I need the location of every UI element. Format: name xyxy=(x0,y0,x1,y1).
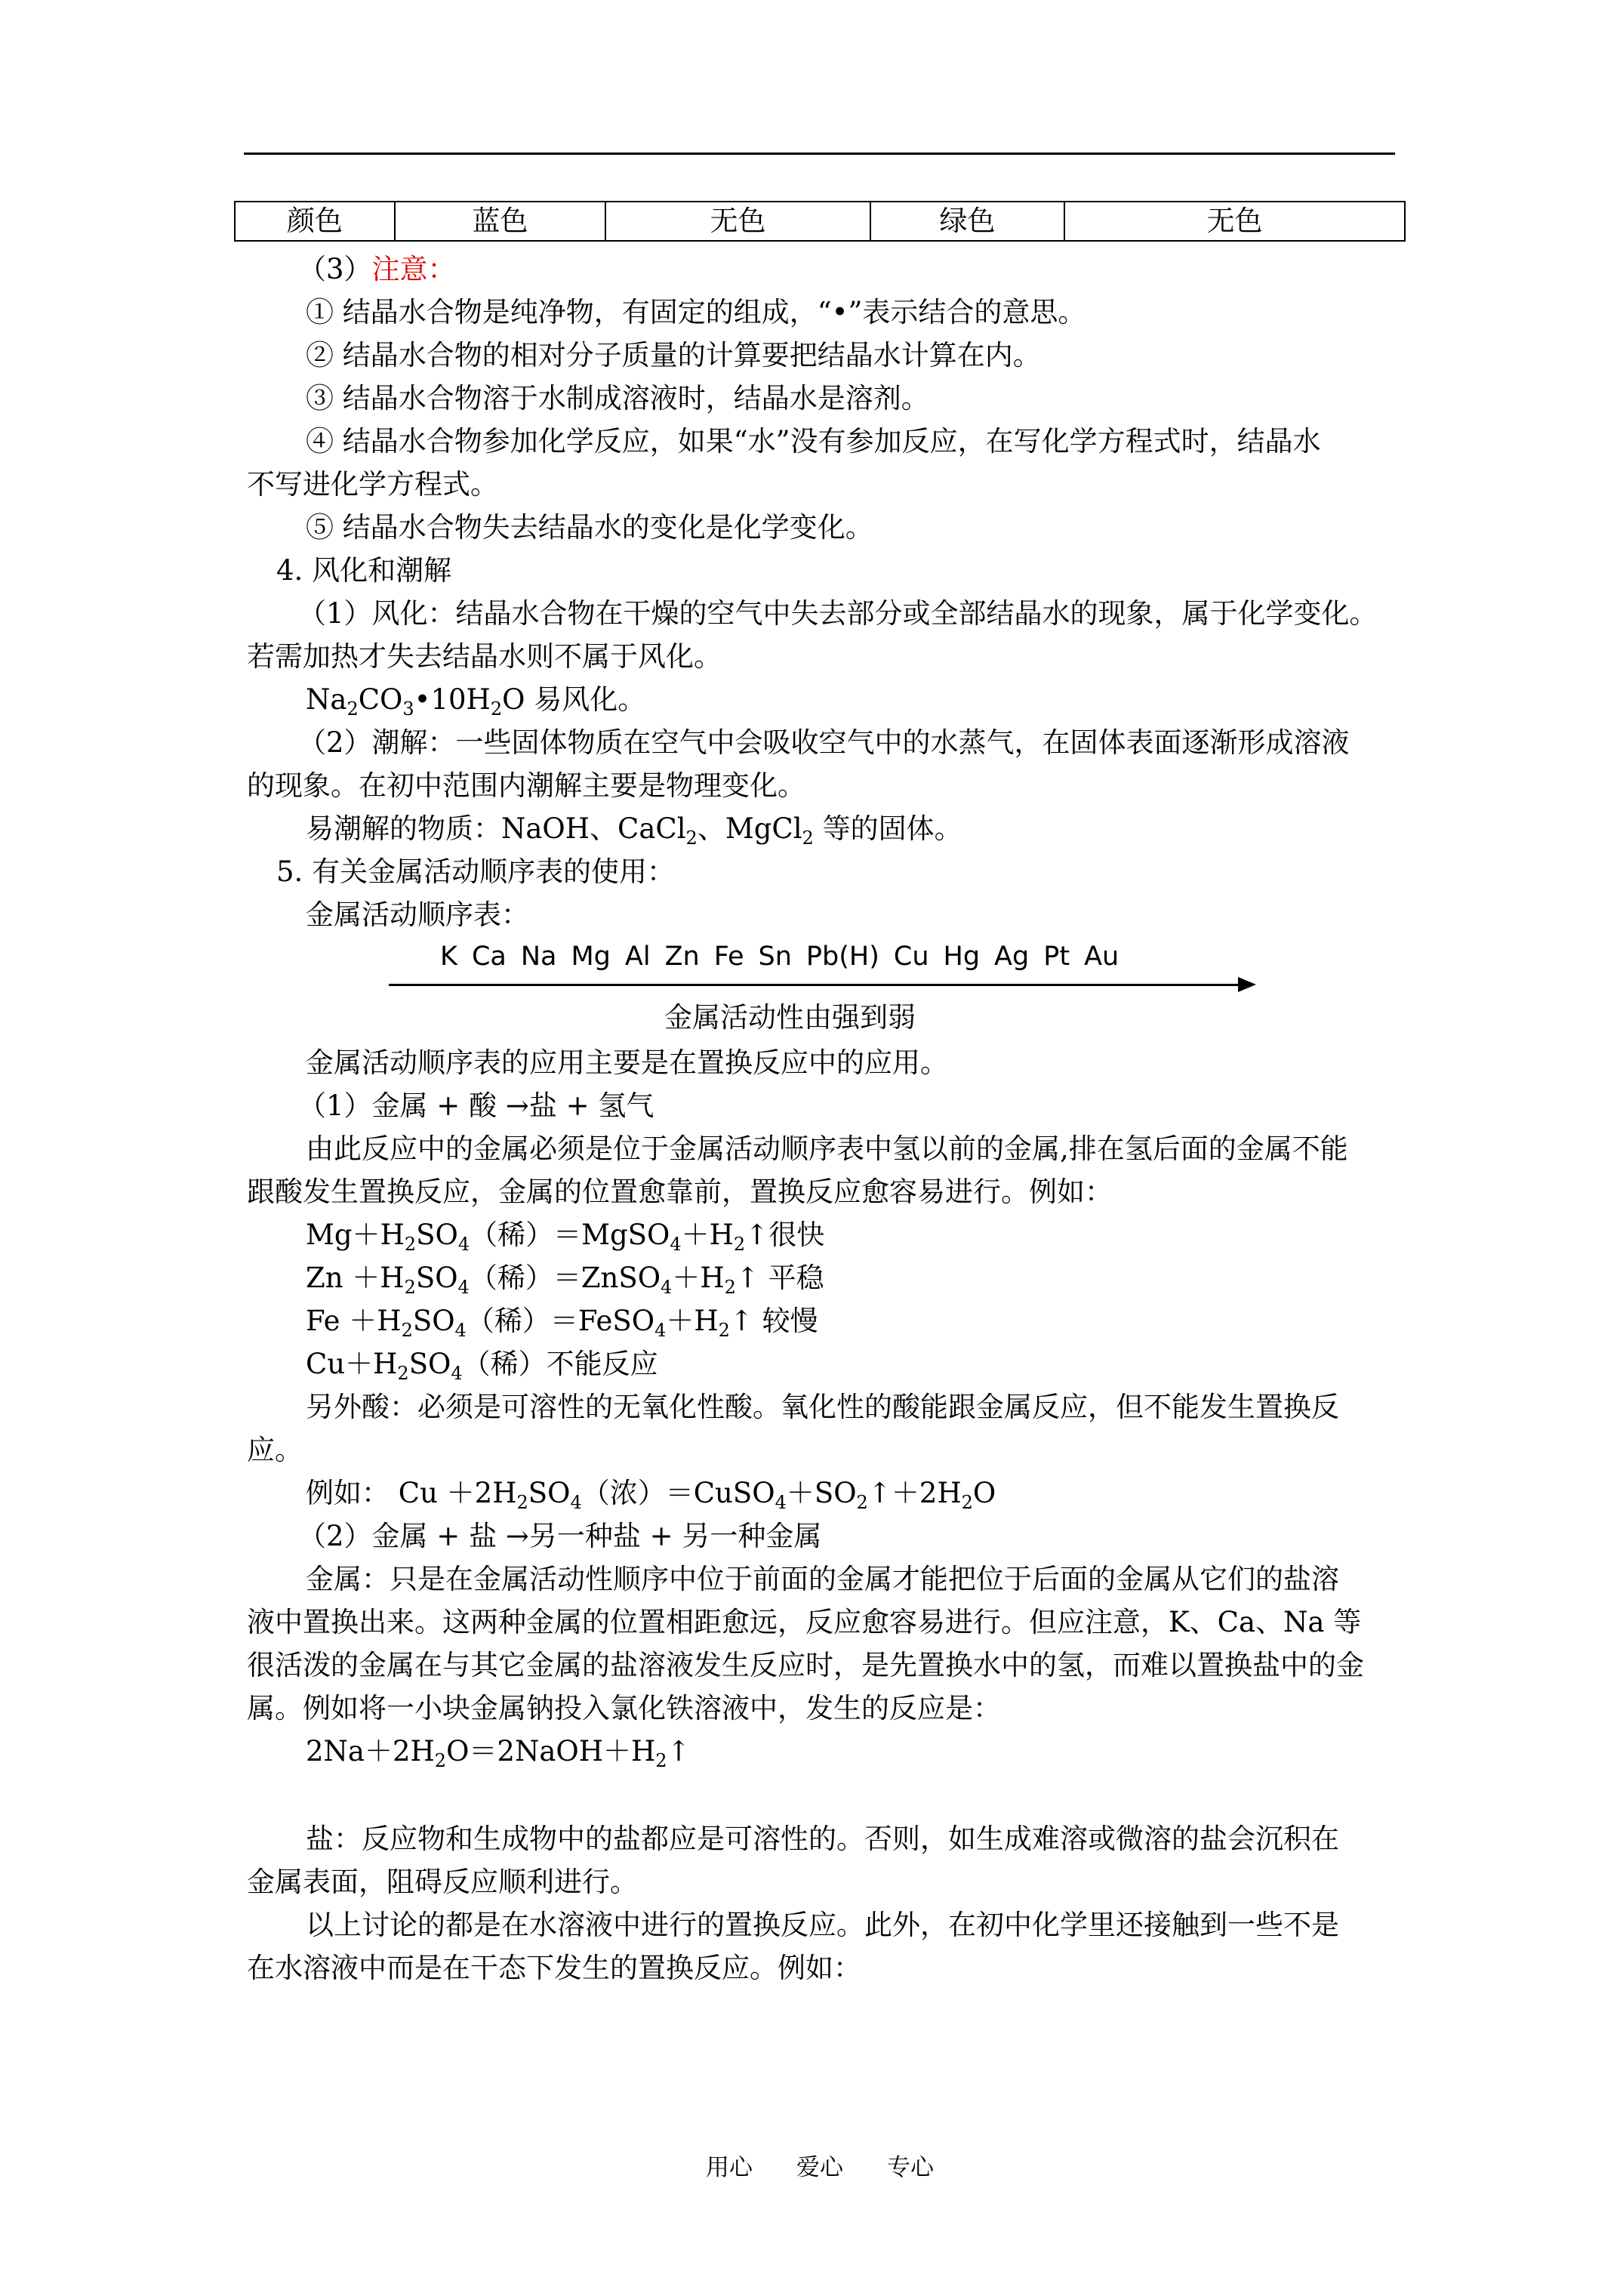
metal-symbol: Ag xyxy=(994,942,1030,972)
weathering-paragraph-continued: 若需加热才失去结晶水则不属于风化。 xyxy=(247,640,722,673)
note-4: ④ 结晶水合物参加化学反应，如果“水”没有参加反应，在写化学方程式时，结晶水 xyxy=(306,425,1321,458)
heading-activity-series: 5. 有关金属活动顺序表的使用： xyxy=(276,855,676,888)
note-3: ③ 结晶水合物溶于水制成溶液时，结晶水是溶剂。 xyxy=(306,382,929,415)
deliquescence-paragraph-continued: 的现象。在初中范围内潮解主要是物理变化。 xyxy=(247,769,805,802)
footer-item: 专心 xyxy=(887,2154,934,2181)
note-1: ① 结晶水合物是纯净物，有固定的组成，“•”表示结合的意思。 xyxy=(306,296,1086,328)
note-2: ② 结晶水合物的相对分子质量的计算要把结晶水计算在内。 xyxy=(306,339,1041,371)
dry-reaction-paragraph-continued: 在水溶液中而是在干态下发生的置换反应。例如： xyxy=(247,1952,861,1984)
page-footer xyxy=(706,2148,978,2182)
activity-arrow-line xyxy=(389,984,1242,986)
metal-paragraph-line-2: 液中置换出来。这两种金属的位置相距愈远，反应愈容易进行。但应注意，K、Ca、Na 等 xyxy=(247,1606,1362,1638)
reaction-type-1: （1）金属 + 酸 →盐 + 氢气 xyxy=(298,1089,654,1122)
heading-weathering: 4. 风化和潮解 xyxy=(276,554,452,587)
color-table xyxy=(234,201,1406,242)
equation-fe: $Fe +H_2SO_4$（稀）$=FeSO_4+H_2↑$ 较慢 xyxy=(306,1305,818,1341)
metal-symbol: Zn xyxy=(664,942,700,972)
metal-symbol: Pt xyxy=(1043,942,1070,972)
equation-mg: $Mg+H_2SO_4$（稀）$=MgSO_4+H_2↑$很快 xyxy=(306,1219,825,1255)
note-5: ⑤ 结晶水合物失去结晶水的变化是化学变化。 xyxy=(306,511,873,544)
metal-symbol: Sn xyxy=(758,942,792,972)
metal-symbol: Na xyxy=(520,942,557,972)
note-4-continued: 不写进化学方程式。 xyxy=(247,468,498,501)
activity-arrow-caption: 金属活动性由强到弱 xyxy=(664,1001,916,1034)
equation-cu: $Cu+H_2SO_4$（稀）不能反应 xyxy=(306,1348,658,1384)
table-cell: 无色 xyxy=(1064,202,1405,241)
table-cell-color-label: 颜色 xyxy=(235,202,395,241)
table-cell: 绿色 xyxy=(870,202,1064,241)
table-row xyxy=(235,202,1405,241)
metal-symbol: Al xyxy=(624,942,651,972)
section-3-number: （3） xyxy=(298,253,372,285)
table-cell: 无色 xyxy=(605,202,870,241)
acid-note: 另外酸：必须是可溶性的无氧化性酸。氧化性的酸能跟金属反应，但不能发生置换反 xyxy=(306,1391,1339,1423)
reaction-type-2: （2）金属 + 盐 →另一种盐 + 另一种金属 xyxy=(298,1520,822,1552)
metal-symbol: Hg xyxy=(943,942,981,972)
activity-series-label: 金属活动顺序表： xyxy=(306,898,529,931)
deliquescence-paragraph: （2）潮解：一些固体物质在空气中会吸收空气中的水蒸气，在固体表面逐渐形成溶液 xyxy=(298,726,1350,759)
header-rule xyxy=(244,153,1395,155)
section-3-heading xyxy=(298,251,456,288)
weathering-paragraph: （1）风化：结晶水合物在干燥的空气中失去部分或全部结晶水的现象，属于化学变化。 xyxy=(298,597,1378,630)
section-3-title: 注意： xyxy=(371,253,456,285)
equation-zn: $Zn +H_2SO_4$（稀）$=ZnSO_4+H_2↑$ 平稳 xyxy=(306,1262,824,1298)
table-cell: 蓝色 xyxy=(395,202,605,241)
acid-note-continued: 应。 xyxy=(247,1434,303,1466)
reaction-1-paragraph-continued: 跟酸发生置换反应，金属的位置愈靠前，置换反应愈容易进行。例如： xyxy=(247,1176,1113,1208)
metal-symbol: Cu xyxy=(893,942,929,972)
dry-reaction-paragraph: 以上讨论的都是在水溶液中进行的置换反应。此外，在初中化学里还接触到一些不是 xyxy=(306,1909,1339,1941)
arrow-right-icon xyxy=(1238,977,1256,992)
metal-paragraph-line-3: 很活泼的金属在与其它金属的盐溶液发生反应时，是先置换水中的氢，而难以置换盐中的金 xyxy=(247,1649,1364,1681)
metal-symbol: Fe xyxy=(713,942,744,972)
footer-item: 爱心 xyxy=(796,2154,843,2181)
salt-paragraph: 盐：反应物和生成物中的盐都应是可溶性的。否则，如生成难溶或微溶的盐会沉积在 xyxy=(306,1823,1339,1855)
weathering-example: $Na_2CO_3•10H_2O$ 易风化。 xyxy=(306,683,646,720)
equation-na: $2Na+2H_2O=2NaOH+H_2↑$ xyxy=(306,1735,691,1771)
footer-item: 用心 xyxy=(706,2154,753,2181)
deliquescent-substances: 易潮解的物质：NaOH、CaCl$_2$、MgCl$_2$ 等的固体。 xyxy=(306,812,962,849)
reaction-1-paragraph: 由此反应中的金属必须是位于金属活动顺序表中氢以前的金属,排在氢后面的金属不能 xyxy=(306,1133,1348,1165)
metal-symbol: Au xyxy=(1084,942,1119,972)
equation-cu-concentrated: 例如： $Cu +2H_2SO_4$（浓）$=CuSO_4+SO_2↑+2H_2O$ xyxy=(306,1477,996,1513)
salt-paragraph-continued: 金属表面，阻碍反应顺利进行。 xyxy=(247,1866,638,1898)
metal-symbol: Ca xyxy=(471,942,507,972)
application-text: 金属活动顺序表的应用主要是在置换反应中的应用。 xyxy=(306,1046,948,1079)
metal-paragraph: 金属：只是在金属活动性顺序中位于前面的金属才能把位于后面的金属从它们的盐溶 xyxy=(306,1563,1339,1595)
metal-symbol: K xyxy=(440,942,457,972)
metal-paragraph-line-4: 属。例如将一小块金属钠投入氯化铁溶液中，发生的反应是： xyxy=(247,1692,1001,1724)
metal-symbol: Mg xyxy=(571,942,611,972)
metal-symbol: Pb(H) xyxy=(805,942,879,972)
activity-series xyxy=(440,942,1133,972)
